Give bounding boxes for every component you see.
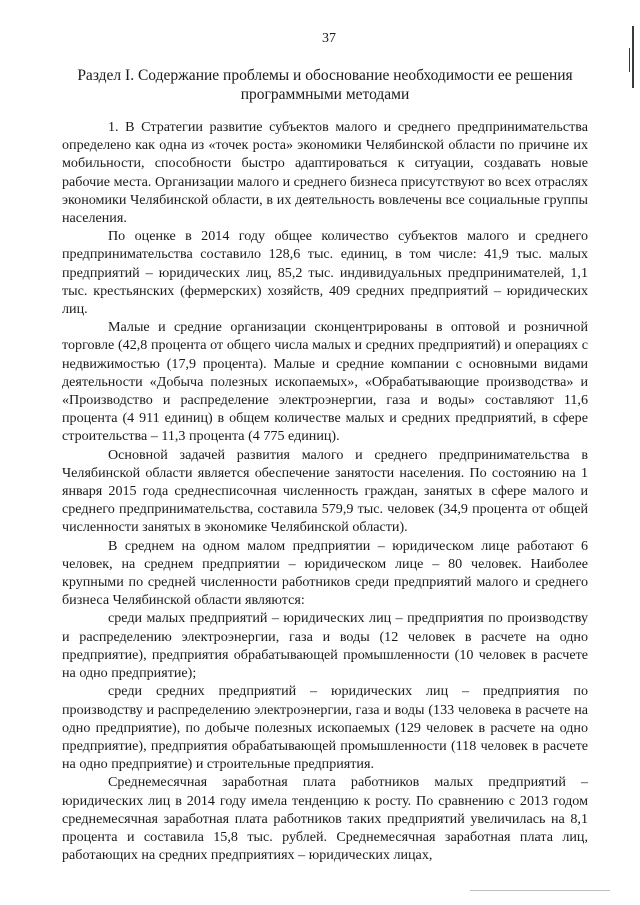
- paragraph-1: 1. В Стратегии развитие субъектов малого и среднего предпринимательства определено как одна из «точек роста» экономики Челябинской области по причине их мобильности, способности быстро адаптироваться к ситуации, создавать новые рабочие места. Организации малого и среднего бизнеса присутствуют во всех отраслях экономики Челябинской области, в их деятельность вовлечены все социальные группы населения.: [62, 119, 588, 227]
- page-number: 37: [322, 31, 336, 46]
- scan-edge-mark: [632, 26, 634, 88]
- scan-edge-mark: [629, 48, 630, 72]
- section-heading-line-2: программными методами: [240, 86, 410, 103]
- document-body: [62, 118, 588, 864]
- paragraph-4: Основной задачей развития малого и среднего предпринимательства в Челябинской области является обеспечение занятости населения. По состоянию на 1 января 2015 года среднесписочная численность граждан, занятых в сфере малого и среднего предпринимательства, составила 579,9 тыс. человек (34,9 процента от общей численности занятых в экономике Челябинской области).: [62, 446, 588, 536]
- paragraph-5: В среднем на одном малом предприятии – юридическом лице работают 6 человек, на среднем предприятии – юридическом лице – 80 человек. Наиболее крупными по средней численности работников среди предприятий малого и среднего бизнеса Челябинской области являются:: [62, 537, 588, 609]
- paragraph-6: среди малых предприятий – юридических лиц – предприятия по производству и распределению электроэнергии, газа и воды (12 человек в расчете на одно предприятие), предприятия обрабатывающей промышленности (10 человек в расчете на одно предприятие);: [62, 610, 588, 682]
- paragraph-7: среди средних предприятий – юридических лиц – предприятия по производству и распределению электроэнергии, газа и воды (133 человека в расчете на одно предприятие), по добыче полезных ископаемых (129 человек в расчете на одно предприятие), предприятия обрабатывающей промышленности (118 человек в расчете на одно предприятие) и строительные предприятия.: [62, 683, 588, 773]
- section-heading: [62, 66, 588, 104]
- scan-footer-line: [470, 890, 610, 891]
- section-heading-line-1: Раздел I. Содержание проблемы и обоснование необходимости ее решения: [77, 67, 573, 84]
- paragraph-3: Малые и средние организации сконцентрированы в оптовой и розничной торговле (42,8 процента от общего числа малых и средних предприятий) и операциях с недвижимостью (17,9 процента). Малые и средние компании с основными видами деятельности «Добыча полезных ископаемых», «Обрабатывающие производства» и «Производство и распределение электроэнергии, газа и воды» составляют 11,6 процента (4 911 единиц) в общем количестве малых и средних предприятий, в сфере строительства – 11,3 процента (4 775 единиц).: [62, 319, 588, 445]
- paragraph-8: Среднемесячная заработная плата работников малых предприятий – юридических лиц в 2014 году имела тенденцию к росту. По сравнению с 2013 годом среднемесячная заработная плата работников таких предприятий увеличилась на 8,1 процента и составила 15,8 тыс. рублей. Среднемесячная заработная плата лиц, работающих на средних предприятиях – юридических лицах,: [62, 774, 588, 864]
- paragraph-2: По оценке в 2014 году общее количество субъектов малого и среднего предпринимательства составило 128,6 тыс. единиц, в том числе: 41,9 тыс. малых предприятий – юридических лиц, 85,2 тыс. индивидуальных предпринимателей, 1,1 тыс. крестьянских (фермерских) хозяйств, 409 средних предприятий – юридических лиц.: [62, 228, 588, 318]
